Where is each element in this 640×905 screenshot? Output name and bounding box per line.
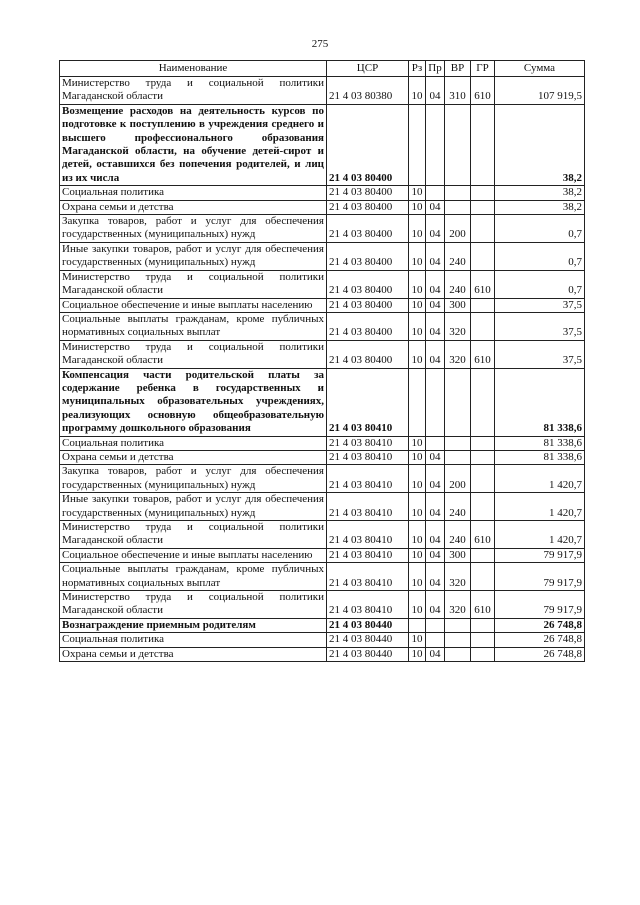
cell-gr: 610 [471, 77, 495, 105]
cell-pr [426, 104, 445, 185]
cell-sum: 0,7 [495, 215, 585, 243]
cell-csr: 21 4 03 80400 [327, 104, 409, 185]
table-row [60, 186, 585, 200]
cell-vr: 310 [445, 77, 471, 105]
cell-pr: 04 [426, 521, 445, 549]
cell-name: Социальные выплаты гражданам, кроме публичных нормативных социальных выплат [60, 563, 327, 591]
cell-pr: 04 [426, 215, 445, 243]
cell-sum: 26 748,8 [495, 647, 585, 661]
cell-sum: 79 917,9 [495, 548, 585, 562]
cell-rz: 10 [409, 450, 426, 464]
cell-gr: 610 [471, 521, 495, 549]
cell-gr [471, 186, 495, 200]
cell-sum: 38,2 [495, 200, 585, 214]
cell-rz: 10 [409, 77, 426, 105]
table-row [60, 368, 585, 436]
cell-name: Вознаграждение приемным родителям [60, 618, 327, 632]
cell-vr [445, 436, 471, 450]
cell-csr: 21 4 03 80440 [327, 633, 409, 647]
cell-name: Иные закупки товаров, работ и услуг для обеспечения государственных (муниципальных) нужд [60, 242, 327, 270]
cell-sum: 26 748,8 [495, 618, 585, 632]
cell-pr: 04 [426, 493, 445, 521]
cell-gr: 610 [471, 591, 495, 619]
cell-vr: 240 [445, 242, 471, 270]
cell-rz: 10 [409, 493, 426, 521]
budget-table [59, 60, 585, 662]
cell-name: Закупка товаров, работ и услуг для обеспечения государственных (муниципальных) нужд [60, 465, 327, 493]
cell-vr [445, 633, 471, 647]
cell-name: Министерство труда и социальной политики Магаданской области [60, 591, 327, 619]
cell-pr [426, 436, 445, 450]
cell-rz: 10 [409, 242, 426, 270]
cell-gr [471, 493, 495, 521]
table-row [60, 493, 585, 521]
header-name: Наименование [60, 61, 327, 77]
cell-rz: 10 [409, 548, 426, 562]
cell-name: Иные закупки товаров, работ и услуг для обеспечения государственных (муниципальных) нужд [60, 493, 327, 521]
cell-name: Социальное обеспечение и иные выплаты населению [60, 298, 327, 312]
header-sum: Сумма [495, 61, 585, 77]
table-row [60, 647, 585, 661]
cell-sum: 1 420,7 [495, 521, 585, 549]
cell-vr: 240 [445, 521, 471, 549]
cell-vr [445, 368, 471, 436]
header-csr: ЦСР [327, 61, 409, 77]
cell-vr: 200 [445, 465, 471, 493]
cell-pr: 04 [426, 242, 445, 270]
cell-gr [471, 104, 495, 185]
cell-sum: 1 420,7 [495, 465, 585, 493]
cell-gr [471, 298, 495, 312]
cell-rz: 10 [409, 647, 426, 661]
cell-name: Охрана семьи и детства [60, 647, 327, 661]
cell-gr [471, 548, 495, 562]
cell-name: Охрана семьи и детства [60, 450, 327, 464]
cell-vr [445, 186, 471, 200]
cell-rz: 10 [409, 521, 426, 549]
cell-gr: 610 [471, 270, 495, 298]
cell-rz [409, 618, 426, 632]
page-number: 275 [311, 38, 329, 50]
table-row [60, 77, 585, 105]
cell-csr: 21 4 03 80400 [327, 298, 409, 312]
cell-name: Социальные выплаты гражданам, кроме публичных нормативных социальных выплат [60, 312, 327, 340]
cell-vr: 240 [445, 270, 471, 298]
table-body [60, 77, 585, 662]
table-header-row [60, 61, 585, 77]
cell-vr [445, 647, 471, 661]
cell-gr [471, 215, 495, 243]
cell-pr [426, 618, 445, 632]
cell-gr [471, 312, 495, 340]
cell-csr: 21 4 03 80380 [327, 77, 409, 105]
cell-pr: 04 [426, 465, 445, 493]
cell-csr: 21 4 03 80410 [327, 368, 409, 436]
cell-csr: 21 4 03 80410 [327, 563, 409, 591]
cell-name: Министерство труда и социальной политики Магаданской области [60, 521, 327, 549]
cell-vr: 200 [445, 215, 471, 243]
table-row [60, 270, 585, 298]
cell-pr: 04 [426, 647, 445, 661]
cell-name: Закупка товаров, работ и услуг для обеспечения государственных (муниципальных) нужд [60, 215, 327, 243]
cell-rz: 10 [409, 312, 426, 340]
cell-gr [471, 368, 495, 436]
cell-csr: 21 4 03 80410 [327, 465, 409, 493]
cell-csr: 21 4 03 80400 [327, 215, 409, 243]
cell-sum: 81 338,6 [495, 450, 585, 464]
cell-rz: 10 [409, 436, 426, 450]
table-row [60, 548, 585, 562]
cell-gr [471, 436, 495, 450]
cell-gr [471, 563, 495, 591]
cell-vr: 300 [445, 298, 471, 312]
cell-name: Социальное обеспечение и иные выплаты населению [60, 548, 327, 562]
cell-rz: 10 [409, 298, 426, 312]
table-row [60, 200, 585, 214]
cell-csr: 21 4 03 80410 [327, 548, 409, 562]
cell-csr: 21 4 03 80400 [327, 312, 409, 340]
cell-name: Социальная политика [60, 436, 327, 450]
cell-rz: 10 [409, 465, 426, 493]
cell-pr: 04 [426, 77, 445, 105]
cell-sum: 1 420,7 [495, 493, 585, 521]
cell-rz: 10 [409, 215, 426, 243]
cell-sum: 26 748,8 [495, 633, 585, 647]
table-row [60, 591, 585, 619]
cell-rz: 10 [409, 186, 426, 200]
cell-rz [409, 368, 426, 436]
cell-gr [471, 618, 495, 632]
cell-vr [445, 104, 471, 185]
cell-csr: 21 4 03 80400 [327, 186, 409, 200]
cell-name: Министерство труда и социальной политики Магаданской области [60, 77, 327, 105]
cell-vr: 320 [445, 340, 471, 368]
cell-pr [426, 368, 445, 436]
cell-rz: 10 [409, 563, 426, 591]
cell-sum: 81 338,6 [495, 368, 585, 436]
cell-rz [409, 104, 426, 185]
table-row [60, 618, 585, 632]
cell-sum: 38,2 [495, 186, 585, 200]
cell-name: Компенсация части родительской платы за содержание ребенка в государственных и муниципальных образовательных учреждениях, реализующих основную общеобразовательную программу дошкольного образования [60, 368, 327, 436]
cell-gr [471, 633, 495, 647]
table-row [60, 436, 585, 450]
cell-name: Министерство труда и социальной политики Магаданской области [60, 270, 327, 298]
cell-name: Возмещение расходов на деятельность курсов по подготовке к поступлению в учреждения среднего и высшего профессионального образования Магаданской области, на обучение детей-сирот и детей, оставшихся без попечения родителей, и лиц из их числа [60, 104, 327, 185]
cell-pr [426, 633, 445, 647]
cell-pr: 04 [426, 200, 445, 214]
cell-csr: 21 4 03 80400 [327, 270, 409, 298]
cell-sum: 0,7 [495, 242, 585, 270]
cell-pr: 04 [426, 298, 445, 312]
cell-name: Охрана семьи и детства [60, 200, 327, 214]
cell-name: Министерство труда и социальной политики Магаданской области [60, 340, 327, 368]
table-row [60, 215, 585, 243]
cell-vr [445, 450, 471, 464]
cell-rz: 10 [409, 200, 426, 214]
cell-rz: 10 [409, 270, 426, 298]
cell-csr: 21 4 03 80440 [327, 647, 409, 661]
cell-csr: 21 4 03 80440 [327, 618, 409, 632]
cell-pr: 04 [426, 340, 445, 368]
table-row [60, 104, 585, 185]
cell-csr: 21 4 03 80400 [327, 340, 409, 368]
cell-rz: 10 [409, 591, 426, 619]
cell-rz: 10 [409, 633, 426, 647]
cell-csr: 21 4 03 80400 [327, 242, 409, 270]
cell-sum: 81 338,6 [495, 436, 585, 450]
cell-sum: 79 917,9 [495, 591, 585, 619]
cell-pr [426, 186, 445, 200]
cell-pr: 04 [426, 548, 445, 562]
cell-pr: 04 [426, 270, 445, 298]
table-row [60, 450, 585, 464]
table-row [60, 312, 585, 340]
cell-sum: 79 917,9 [495, 563, 585, 591]
table-row [60, 563, 585, 591]
cell-gr [471, 200, 495, 214]
cell-name: Социальная политика [60, 186, 327, 200]
table-row [60, 633, 585, 647]
table-row [60, 298, 585, 312]
cell-vr: 300 [445, 548, 471, 562]
cell-pr: 04 [426, 450, 445, 464]
header-pr: Пр [426, 61, 445, 77]
cell-pr: 04 [426, 312, 445, 340]
cell-sum: 37,5 [495, 298, 585, 312]
cell-vr: 320 [445, 591, 471, 619]
table-row [60, 465, 585, 493]
cell-rz: 10 [409, 340, 426, 368]
cell-gr [471, 465, 495, 493]
cell-pr: 04 [426, 563, 445, 591]
cell-vr [445, 618, 471, 632]
cell-csr: 21 4 03 80410 [327, 436, 409, 450]
cell-gr [471, 647, 495, 661]
cell-sum: 37,5 [495, 340, 585, 368]
table-row [60, 340, 585, 368]
cell-vr: 240 [445, 493, 471, 521]
cell-gr [471, 450, 495, 464]
header-vr: ВР [445, 61, 471, 77]
cell-csr: 21 4 03 80410 [327, 591, 409, 619]
cell-csr: 21 4 03 80400 [327, 200, 409, 214]
cell-csr: 21 4 03 80410 [327, 450, 409, 464]
header-gr: ГР [471, 61, 495, 77]
cell-pr: 04 [426, 591, 445, 619]
cell-sum: 37,5 [495, 312, 585, 340]
cell-sum: 38,2 [495, 104, 585, 185]
cell-name: Социальная политика [60, 633, 327, 647]
table-row [60, 521, 585, 549]
cell-gr [471, 242, 495, 270]
cell-gr: 610 [471, 340, 495, 368]
cell-csr: 21 4 03 80410 [327, 521, 409, 549]
cell-csr: 21 4 03 80410 [327, 493, 409, 521]
cell-vr: 320 [445, 563, 471, 591]
cell-vr [445, 200, 471, 214]
header-rz: Рз [409, 61, 426, 77]
cell-vr: 320 [445, 312, 471, 340]
cell-sum: 107 919,5 [495, 77, 585, 105]
cell-sum: 0,7 [495, 270, 585, 298]
table-row [60, 242, 585, 270]
